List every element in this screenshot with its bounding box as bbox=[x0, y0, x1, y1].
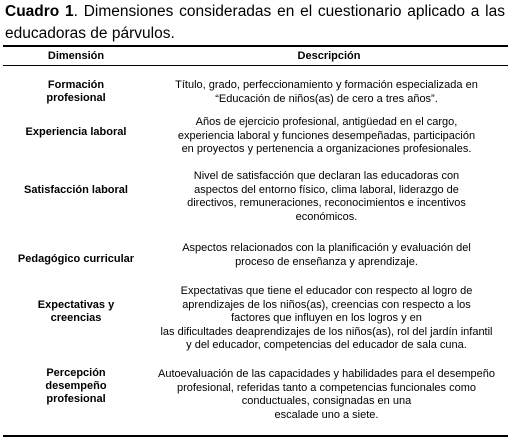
row-dimension: Percepción desempeño profesional bbox=[45, 367, 107, 405]
row-dimension: Formación profesional bbox=[46, 79, 106, 104]
row-dimension: Satisfacción laboral bbox=[24, 184, 128, 196]
row-description: Título, grado, perfeccionamiento y formación especializada en “Educación de niños(as) de cero a tres años”. bbox=[175, 79, 478, 105]
caption-text: . Dimensiones consideradas en el cuestionario aplicado a las educadoras de párvulos. bbox=[5, 3, 505, 42]
row-description: Nivel de satisfacción que declaran las educadoras con aspectos del entorno físico, clima laboral, liderazgo de directivos, remuneraciones, reconocimientos e incentivos económicos. bbox=[187, 170, 466, 223]
row-dimension: Experiencia laboral bbox=[25, 126, 127, 138]
row-description: Expectativas que tiene el educador con respecto al logro de aprendizajes de los niños(as), creencias con respecto a los factores que influyen en los logros y en las dificultades deaprendizajes de los niños(as), rol del jardín infantil y del educador, competencias del educador de sala cuna. bbox=[160, 285, 493, 351]
header-rule bbox=[3, 65, 508, 66]
header-dimension: Dimensión bbox=[47, 50, 105, 62]
row-description: Aspectos relacionados con la planificación y evaluación del proceso de enseñanza y aprendizaje. bbox=[182, 242, 471, 268]
header-description: Descripción bbox=[297, 50, 361, 62]
row-dimension: Expectativas y creencias bbox=[37, 299, 115, 324]
bottom-rule bbox=[3, 435, 508, 437]
row-description: Autoevaluación de las capacidades y habilidades para el desempeño profesional, referidas tanto a competencias funcionales como conductuales, consignadas en una escalade uno a siete. bbox=[158, 368, 495, 421]
row-description: Años de ejercicio profesional, antigüedad en el cargo, experiencia laboral y funciones desempeñadas, participación en proyectos y pertenencia a organizaciones profesionales. bbox=[177, 116, 476, 155]
caption-label: Cuadro 1 bbox=[5, 3, 74, 20]
row-dimension: Pedagógico curricular bbox=[17, 253, 135, 265]
top-rule bbox=[3, 45, 508, 47]
table-caption bbox=[5, 1, 505, 45]
